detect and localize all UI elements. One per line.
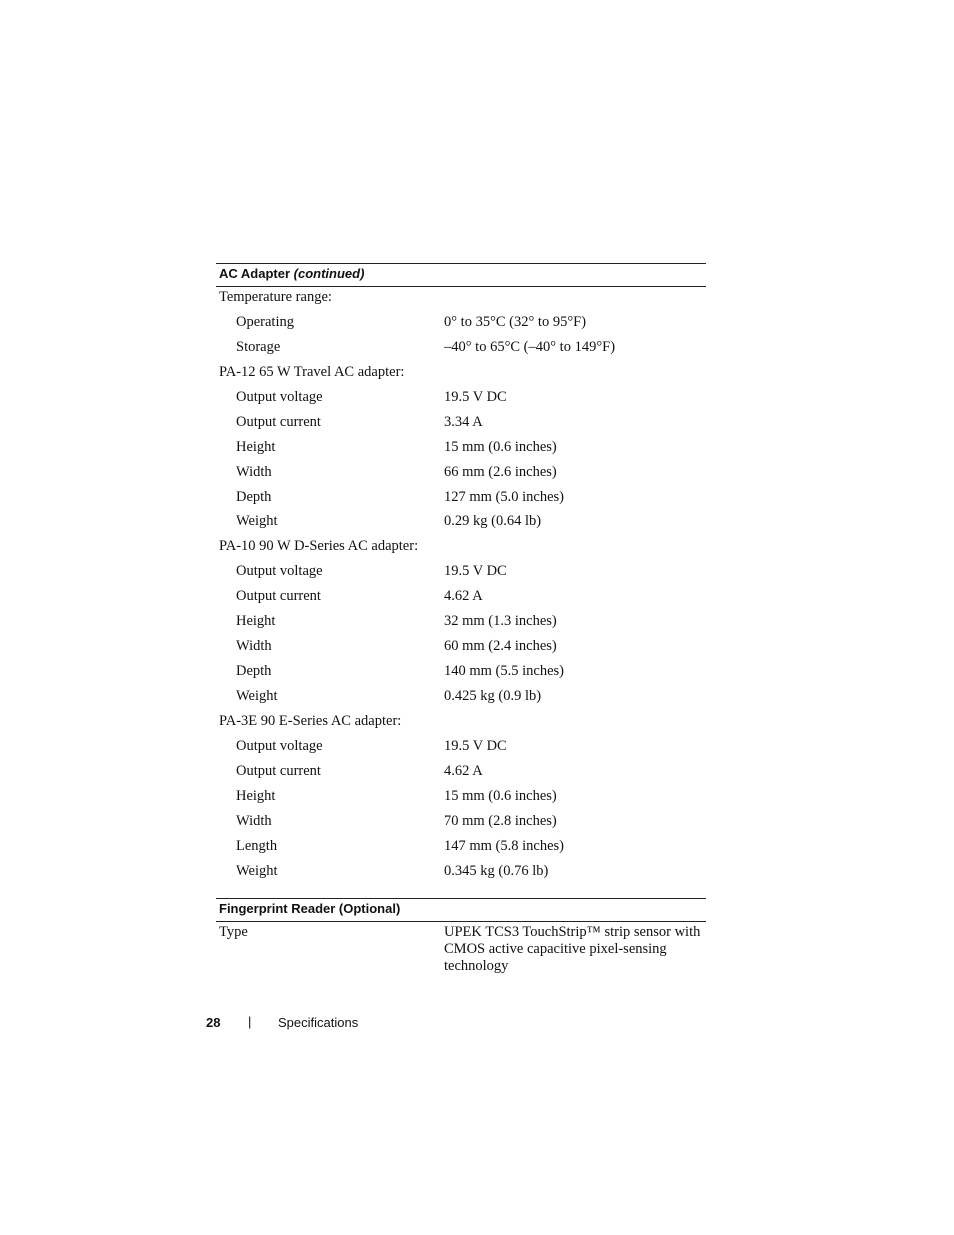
group-label: PA-3E 90 E-Series AC adapter: — [219, 712, 402, 729]
table-row — [216, 362, 706, 387]
spec-value: 15 mm (0.6 inches) — [444, 787, 557, 804]
ac-adapter-header — [216, 263, 706, 287]
spec-label: Width — [236, 638, 272, 655]
table-row — [216, 786, 706, 811]
table-row — [216, 561, 706, 586]
ac-adapter-table — [216, 263, 706, 886]
table-row — [216, 761, 706, 786]
spec-value: 0.425 kg (0.9 lb) — [444, 688, 542, 704]
table-row — [216, 736, 706, 761]
spec-label: Length — [236, 837, 278, 854]
table-row — [216, 661, 706, 686]
spec-value: –40° to 65°C (–40° to 149°F) — [444, 338, 616, 355]
group-label: PA-12 65 W Travel AC adapter: — [219, 363, 405, 380]
spec-value: 4.62 A — [444, 588, 483, 605]
spec-value: 19.5 V DC — [444, 563, 507, 580]
spec-value: 19.5 V DC — [444, 388, 507, 405]
table-row — [216, 387, 706, 412]
spec-value: 32 mm (1.3 inches) — [444, 613, 557, 630]
table-row — [216, 287, 706, 312]
table-row — [216, 511, 706, 536]
table-row — [216, 462, 706, 487]
spec-label: Height — [236, 438, 276, 455]
spec-value: 3.34 A — [444, 413, 483, 430]
spec-value: 60 mm (2.4 inches) — [444, 638, 557, 655]
table-row — [216, 611, 706, 636]
table-row — [216, 412, 706, 437]
spec-label: Output voltage — [236, 388, 323, 405]
table-row — [216, 586, 706, 611]
spec-value: 19.5 V DC — [444, 737, 507, 754]
group-label: PA-10 90 W D-Series AC adapter: — [219, 538, 419, 555]
table-row — [216, 686, 706, 711]
spec-label: Width — [236, 463, 272, 480]
fingerprint-reader-table — [216, 898, 706, 982]
fingerprint-type-label: Type — [219, 924, 248, 940]
spec-label: Weight — [236, 862, 278, 879]
ac-adapter-title: AC Adapter — [219, 266, 291, 281]
group-label: Temperature range: — [219, 289, 332, 305]
spec-value: 0.345 kg (0.76 lb) — [444, 862, 549, 879]
spec-value: 140 mm (5.5 inches) — [444, 663, 565, 680]
spec-value: 0.29 kg (0.64 lb) — [444, 513, 542, 530]
spec-label: Output current — [236, 762, 321, 779]
table-row — [216, 312, 706, 337]
spec-label: Weight — [236, 513, 278, 530]
spec-label: Height — [236, 787, 276, 804]
table-row — [216, 636, 706, 661]
spec-label: Storage — [236, 338, 281, 355]
spec-value: 147 mm (5.8 inches) — [444, 837, 565, 854]
spec-label: Width — [236, 812, 272, 829]
fingerprint-reader-header — [216, 898, 706, 922]
table-row — [216, 836, 706, 861]
fingerprint-reader-title: Fingerprint Reader (Optional) — [219, 901, 401, 916]
footer-separator: | — [248, 1014, 252, 1029]
ac-adapter-rows — [216, 287, 706, 886]
spec-value: 0° to 35°C (32° to 95°F) — [444, 313, 587, 330]
fingerprint-type-value: UPEK TCS3 TouchStrip™ strip sensor with CMOS active capacitive pixel-sensing technology — [444, 924, 701, 974]
spec-value: 70 mm (2.8 inches) — [444, 812, 557, 829]
ac-adapter-title-suffix: (continued) — [293, 266, 365, 281]
spec-label: Operating — [236, 313, 294, 330]
table-row — [216, 437, 706, 462]
spec-label: Output voltage — [236, 737, 323, 754]
spec-label: Weight — [236, 688, 278, 704]
footer-section-title: Specifications — [278, 1015, 359, 1030]
page-number: 28 — [206, 1015, 221, 1030]
spec-value: 66 mm (2.6 inches) — [444, 463, 557, 480]
spec-value: 15 mm (0.6 inches) — [444, 438, 557, 455]
spec-label: Output current — [236, 588, 321, 605]
table-row — [216, 922, 706, 982]
spec-value: 4.62 A — [444, 762, 483, 779]
table-row — [216, 711, 706, 736]
table-row — [216, 337, 706, 362]
spec-value: 127 mm (5.0 inches) — [444, 488, 565, 505]
table-row — [216, 487, 706, 512]
table-row — [216, 536, 706, 561]
spec-label: Height — [236, 613, 276, 630]
spec-label: Output current — [236, 413, 321, 430]
table-row — [216, 861, 706, 886]
table-row — [216, 811, 706, 836]
spec-label: Output voltage — [236, 563, 323, 580]
spec-label: Depth — [236, 663, 272, 680]
spec-label: Depth — [236, 488, 272, 505]
